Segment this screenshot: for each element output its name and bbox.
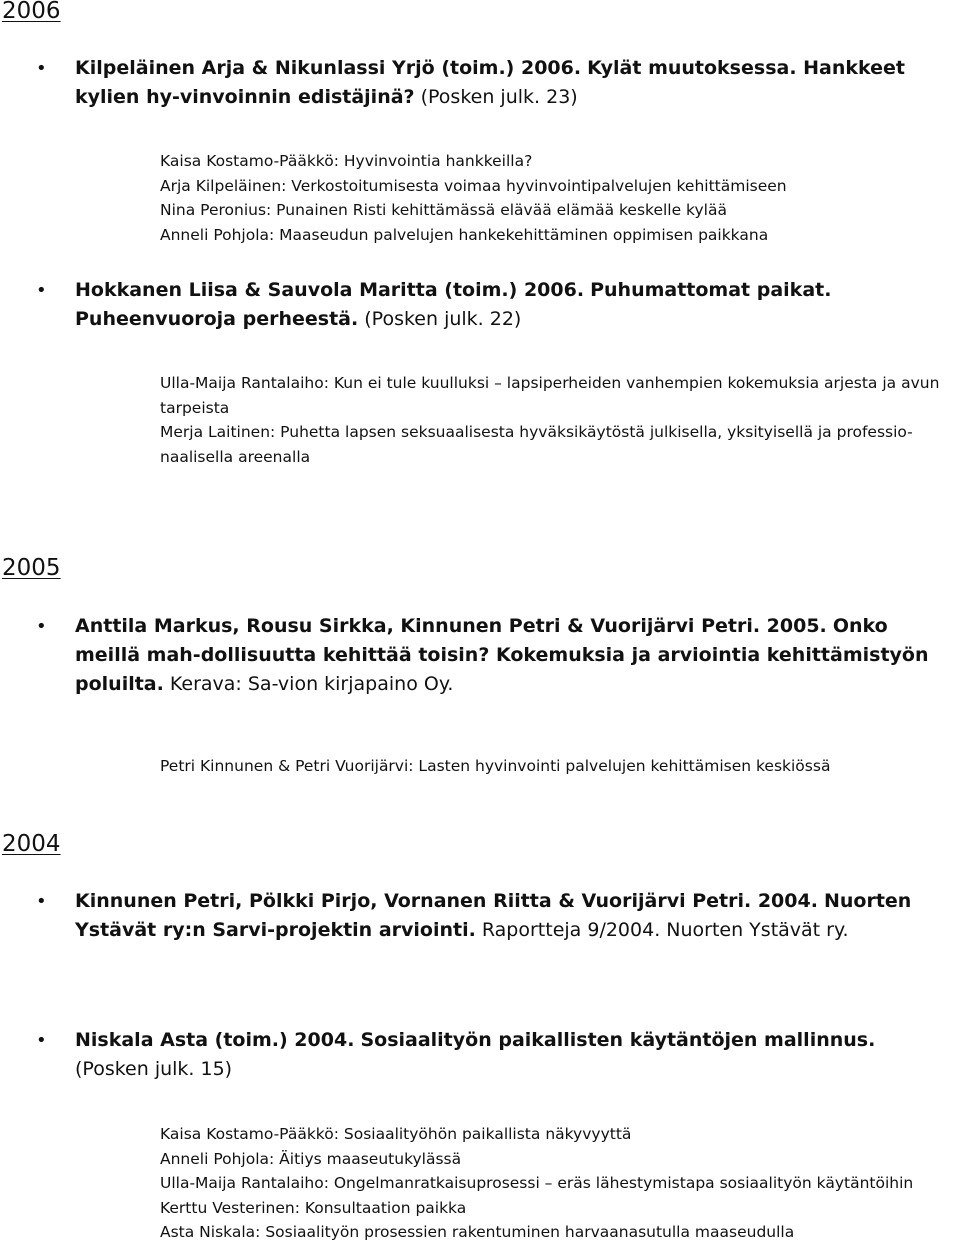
chapter-item: Kaisa Kostamo-Pääkkö: Hyvinvointia hankkeilla?	[160, 152, 533, 170]
chapter-item: Kerttu Vesterinen: Konsultaation paikka	[160, 1198, 467, 1217]
chapter-list	[160, 1122, 955, 1245]
entry-authors: Anttila Markus, Rousu Sirkka, Kinnunen Petri & Vuorijärvi Petri. 2005.	[75, 615, 827, 637]
year-heading-2006: 2006	[2, 0, 61, 24]
chapter-list	[160, 754, 955, 779]
entry-publisher: Kerava: Sa-vion kirjapaino Oy.	[169, 673, 454, 695]
chapter-item: Ulla-Maija Rantalaiho: Kun ei tule kuulluksi – lapsiperheiden vanhempien kokemuksia arjesta ja avun tarpeista	[160, 374, 940, 417]
entry-authors: Kinnunen Petri, Pölkki Pirjo, Vornanen Riitta & Vuorijärvi Petri. 2004.	[75, 890, 818, 912]
bullet-icon: •	[36, 58, 47, 79]
bullet-icon: •	[36, 616, 47, 637]
chapter-item: Petri Kinnunen & Petri Vuorijärvi: Lasten hyvinvointi palvelujen kehittämisen keskiössä	[160, 757, 831, 775]
year-heading-2005: 2005	[2, 555, 61, 581]
entry-publisher: (Posken julk. 15)	[75, 1058, 233, 1080]
entry-title: Kylät muutoksessa. Hankkeet kylien hy-vinvoinnin edistäjinä?	[75, 57, 906, 108]
chapter-item: Anneli Pohjola: Äitiys maaseutukylässä	[160, 1149, 462, 1168]
publication-entry	[75, 54, 955, 112]
entry-title: Onko meillä mah-dollisuutta kehittää toisin? Kokemuksia ja arviointia kehittämistyön poluilta.	[75, 615, 929, 695]
chapter-list	[160, 371, 955, 469]
chapter-item: Nina Peronius: Punainen Risti kehittämässä elävää elämää keskelle kylää	[160, 201, 727, 219]
entry-publisher: (Posken julk. 23)	[420, 86, 578, 108]
chapter-item: Ulla-Maija Rantalaiho: Ongelmanratkaisuprosessi – eräs lähestymistapa sosiaalityön käytäntöihin	[160, 1174, 914, 1192]
entry-authors: Kilpeläinen Arja & Nikunlassi Yrjö (toim.) 2006.	[75, 57, 582, 79]
chapter-item: Anneli Pohjola: Maaseudun palvelujen hankekehittäminen oppimisen paikkana	[160, 225, 769, 244]
entry-authors: Hokkanen Liisa & Sauvola Maritta (toim.) 2006.	[75, 279, 585, 301]
entry-authors: Niskala Asta (toim.) 2004.	[75, 1029, 355, 1051]
entry-publisher: Raportteja 9/2004. Nuorten Ystävät ry.	[481, 919, 849, 941]
entry-title: Puhumattomat paikat. Puheenvuoroja perheestä.	[75, 279, 832, 330]
entry-publisher: (Posken julk. 22)	[364, 308, 522, 330]
chapter-item: Kaisa Kostamo-Pääkkö: Sosiaalityöhön paikallista näkyvyyttä	[160, 1125, 632, 1143]
entry-title: Sosiaalityön paikallisten käytäntöjen mallinnus.	[360, 1029, 876, 1051]
chapter-item: Merja Laitinen: Puhetta lapsen seksuaalisesta hyväksikäytöstä julkisella, yksityisellä ja professio-naalisella areenalla	[160, 423, 913, 466]
year-heading-2004: 2004	[2, 831, 61, 857]
publication-entry	[75, 1026, 955, 1084]
chapter-item: Asta Niskala: Sosiaalityön prosessien rakentuminen harvaanasutulla maaseudulla	[160, 1223, 795, 1241]
publication-entry	[75, 887, 955, 945]
entry-title: Nuorten Ystävät ry:n Sarvi-projektin arviointi.	[75, 890, 912, 941]
publication-entry	[75, 276, 955, 334]
bullet-icon: •	[36, 891, 47, 912]
bullet-icon: •	[36, 280, 47, 301]
chapter-item: Arja Kilpeläinen: Verkostoitumisesta voimaa hyvinvointipalvelujen kehittämiseen	[160, 176, 787, 195]
publication-entry	[75, 612, 955, 699]
chapter-list	[160, 149, 955, 247]
bullet-icon: •	[36, 1030, 47, 1051]
